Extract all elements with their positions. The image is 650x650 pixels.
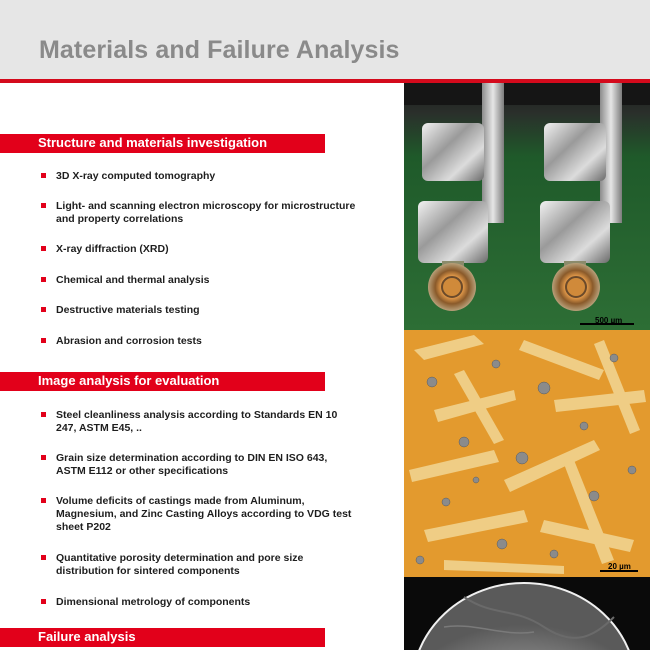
section-title: Failure analysis (38, 629, 136, 644)
list-item-text: Abrasion and corrosion tests (56, 335, 202, 347)
bullet-icon (41, 173, 46, 178)
solder-joint-micrograph (404, 83, 650, 330)
bullet-icon (41, 455, 46, 460)
section-header-image-analysis (0, 372, 325, 391)
page-header (0, 0, 650, 79)
section-title: Structure and materials investigation (38, 135, 268, 150)
microstructure-micrograph (404, 330, 650, 577)
bullet-icon (41, 555, 46, 560)
scale-bar-label: 500 µm (595, 316, 623, 325)
list-item-text: Quantitative porosity determination and pore size distribution for sintered components (56, 552, 304, 577)
bullet-icon (41, 498, 46, 503)
section-header-structure (0, 134, 325, 153)
bullet-icon (41, 246, 46, 251)
bullet-icon (41, 599, 46, 604)
fracture-surface-sem (404, 577, 650, 650)
bullet-icon (41, 412, 46, 417)
section-title: Image analysis for evaluation (38, 373, 220, 388)
list-item-text: Dimensional metrology of components (56, 596, 251, 608)
section-header-failure-analysis (0, 628, 325, 647)
bullet-icon (41, 338, 46, 343)
page-title: Materials and Failure Analysis (39, 36, 400, 64)
list-item-text: Light- and scanning electron microscopy for microstructure and property correlations (56, 200, 356, 225)
list-item-text: Volume deficits of castings made from Aluminum, Magnesium, and Zinc Casting Alloys according to VDG test sheet P202 (56, 495, 352, 533)
scale-bar-label: 20 µm (608, 562, 631, 571)
list-item-text: Destructive materials testing (56, 304, 200, 316)
list-item-text: Steel cleanliness analysis according to Standards EN 10 247, ASTM E45, .. (56, 409, 338, 434)
list-item-text: Grain size determination according to DIN EN ISO 643, ASTM E112 or other specifications (56, 452, 328, 477)
list-item-text: X-ray diffraction (XRD) (56, 243, 169, 255)
bullet-icon (41, 203, 46, 208)
list-item-text: 3D X-ray computed tomography (56, 170, 216, 182)
list-item-text: Chemical and thermal analysis (56, 274, 210, 286)
bullet-icon (41, 307, 46, 312)
bullet-icon (41, 277, 46, 282)
